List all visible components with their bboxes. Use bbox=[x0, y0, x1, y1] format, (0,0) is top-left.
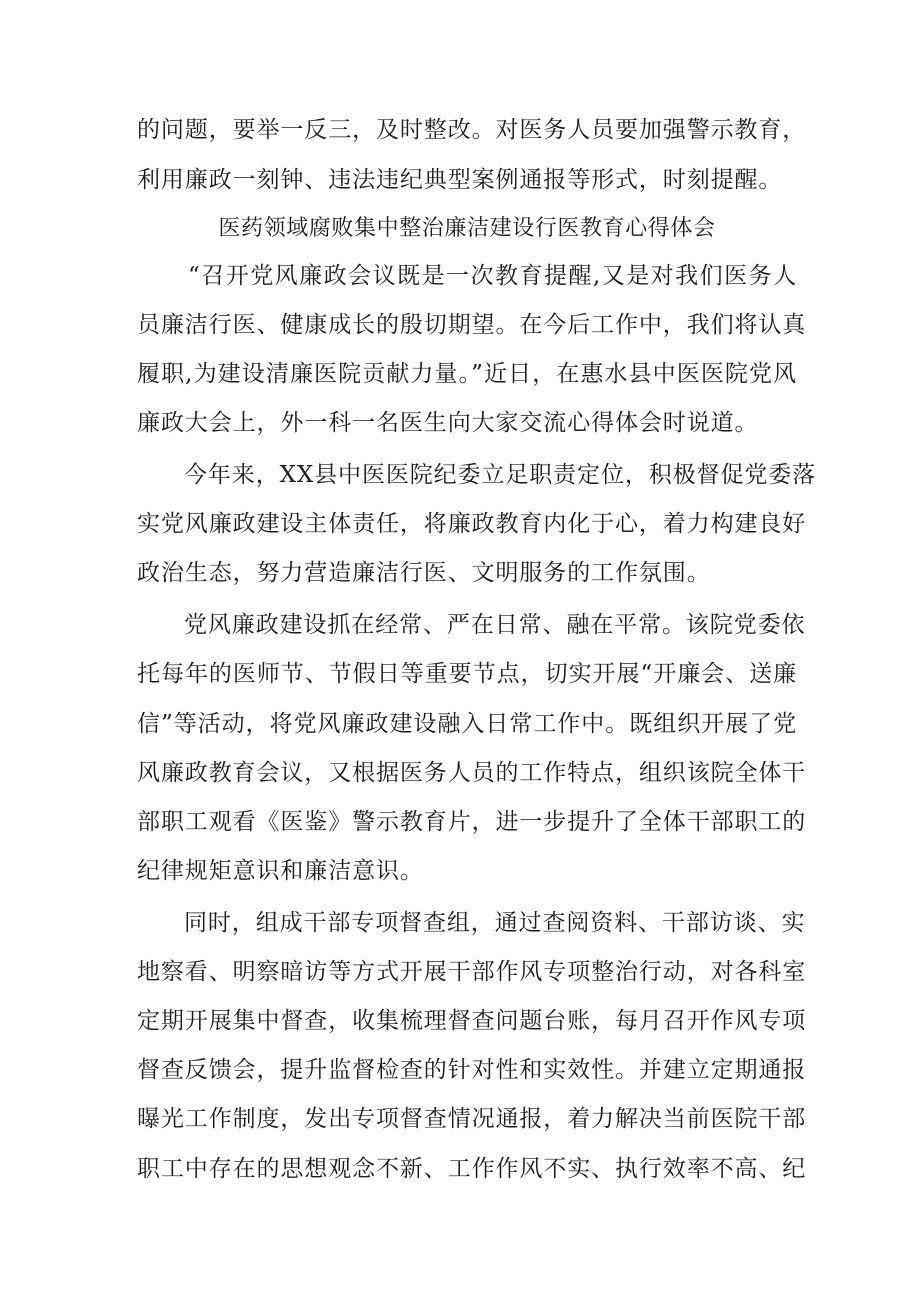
paragraph-3-line-2: 托每年的医师节、节假日等重要节点，切实开展“开廉会、送廉 bbox=[137, 661, 797, 687]
paragraph-3-line-1: 党风廉政建设抓在经常、严在日常、融在平常。该院党委依 bbox=[184, 612, 806, 638]
paragraph-4-line-3: 定期开展集中督查，收集梳理督查问题台账，每月召开作风专项 bbox=[137, 1008, 807, 1034]
intro-line-1: 的问题，要举一反三，及时整改。对医务人员要加强警示教育， bbox=[137, 117, 807, 143]
article-title: 医药领域腐败集中整治廉洁建设行医教育心得体会 bbox=[218, 216, 716, 241]
paragraph-4-line-2: 地察看、明察暗访等方式开展干部作风专项整治行动，对各科室 bbox=[137, 959, 807, 985]
paragraph-2-line-3: 政治生态，努力营造廉洁行医、文明服务的工作氛围。 bbox=[137, 560, 711, 586]
paragraph-2-line-1: 今年来，XX县中医医院纪委立足职责定位，积极督促党委落 bbox=[184, 462, 817, 488]
paragraph-3-line-3: 信”等活动，将党风廉政建设融入日常工作中。既组织开展了党 bbox=[137, 711, 797, 737]
paragraph-3-line-6: 纪律规矩意识和廉洁意识。 bbox=[137, 858, 424, 884]
paragraph-1-line-1: “召开党风廉政会议既是一次教育提醒,又是对我们医务人 bbox=[188, 263, 797, 289]
paragraph-4-line-4: 督查反馈会，提升监督检查的针对性和实效性。并建立定期通报 bbox=[137, 1057, 807, 1083]
paragraph-3-line-4: 风廉政教育会议，又根据医务人员的工作特点，组织该院全体干 bbox=[137, 760, 807, 786]
paragraph-4-line-5: 曝光工作制度，发出专项督查情况通报，着力解决当前医院干部 bbox=[137, 1106, 807, 1132]
paragraph-1-line-2: 员廉洁行医、健康成长的殷切期望。在今后工作中，我们将认真 bbox=[137, 312, 807, 338]
paragraph-4-line-6: 职工中存在的思想观念不新、工作作风不实、执行效率不高、纪 bbox=[137, 1156, 807, 1182]
paragraph-3-line-5: 部职工观看《医鉴》警示教育片，进一步提升了全体干部职工的 bbox=[137, 809, 807, 835]
paragraph-2-line-2: 实党风廉政建设主体责任，将廉政教育内化于心，着力构建良好 bbox=[137, 511, 807, 537]
paragraph-1-line-3: 履职,为建设清廉医院贡献力量。”近日，在惠水县中医医院党风 bbox=[137, 361, 797, 387]
intro-line-2: 利用廉政一刻钟、违法违纪典型案例通报等形式，时刻提醒。 bbox=[137, 167, 783, 193]
paragraph-1-line-4: 廉政大会上，外一科一名医生向大家交流心得体会时说道。 bbox=[137, 410, 759, 436]
paragraph-4-line-1: 同时，组成干部专项督查组，通过查阅资料、干部访谈、实 bbox=[184, 910, 806, 936]
